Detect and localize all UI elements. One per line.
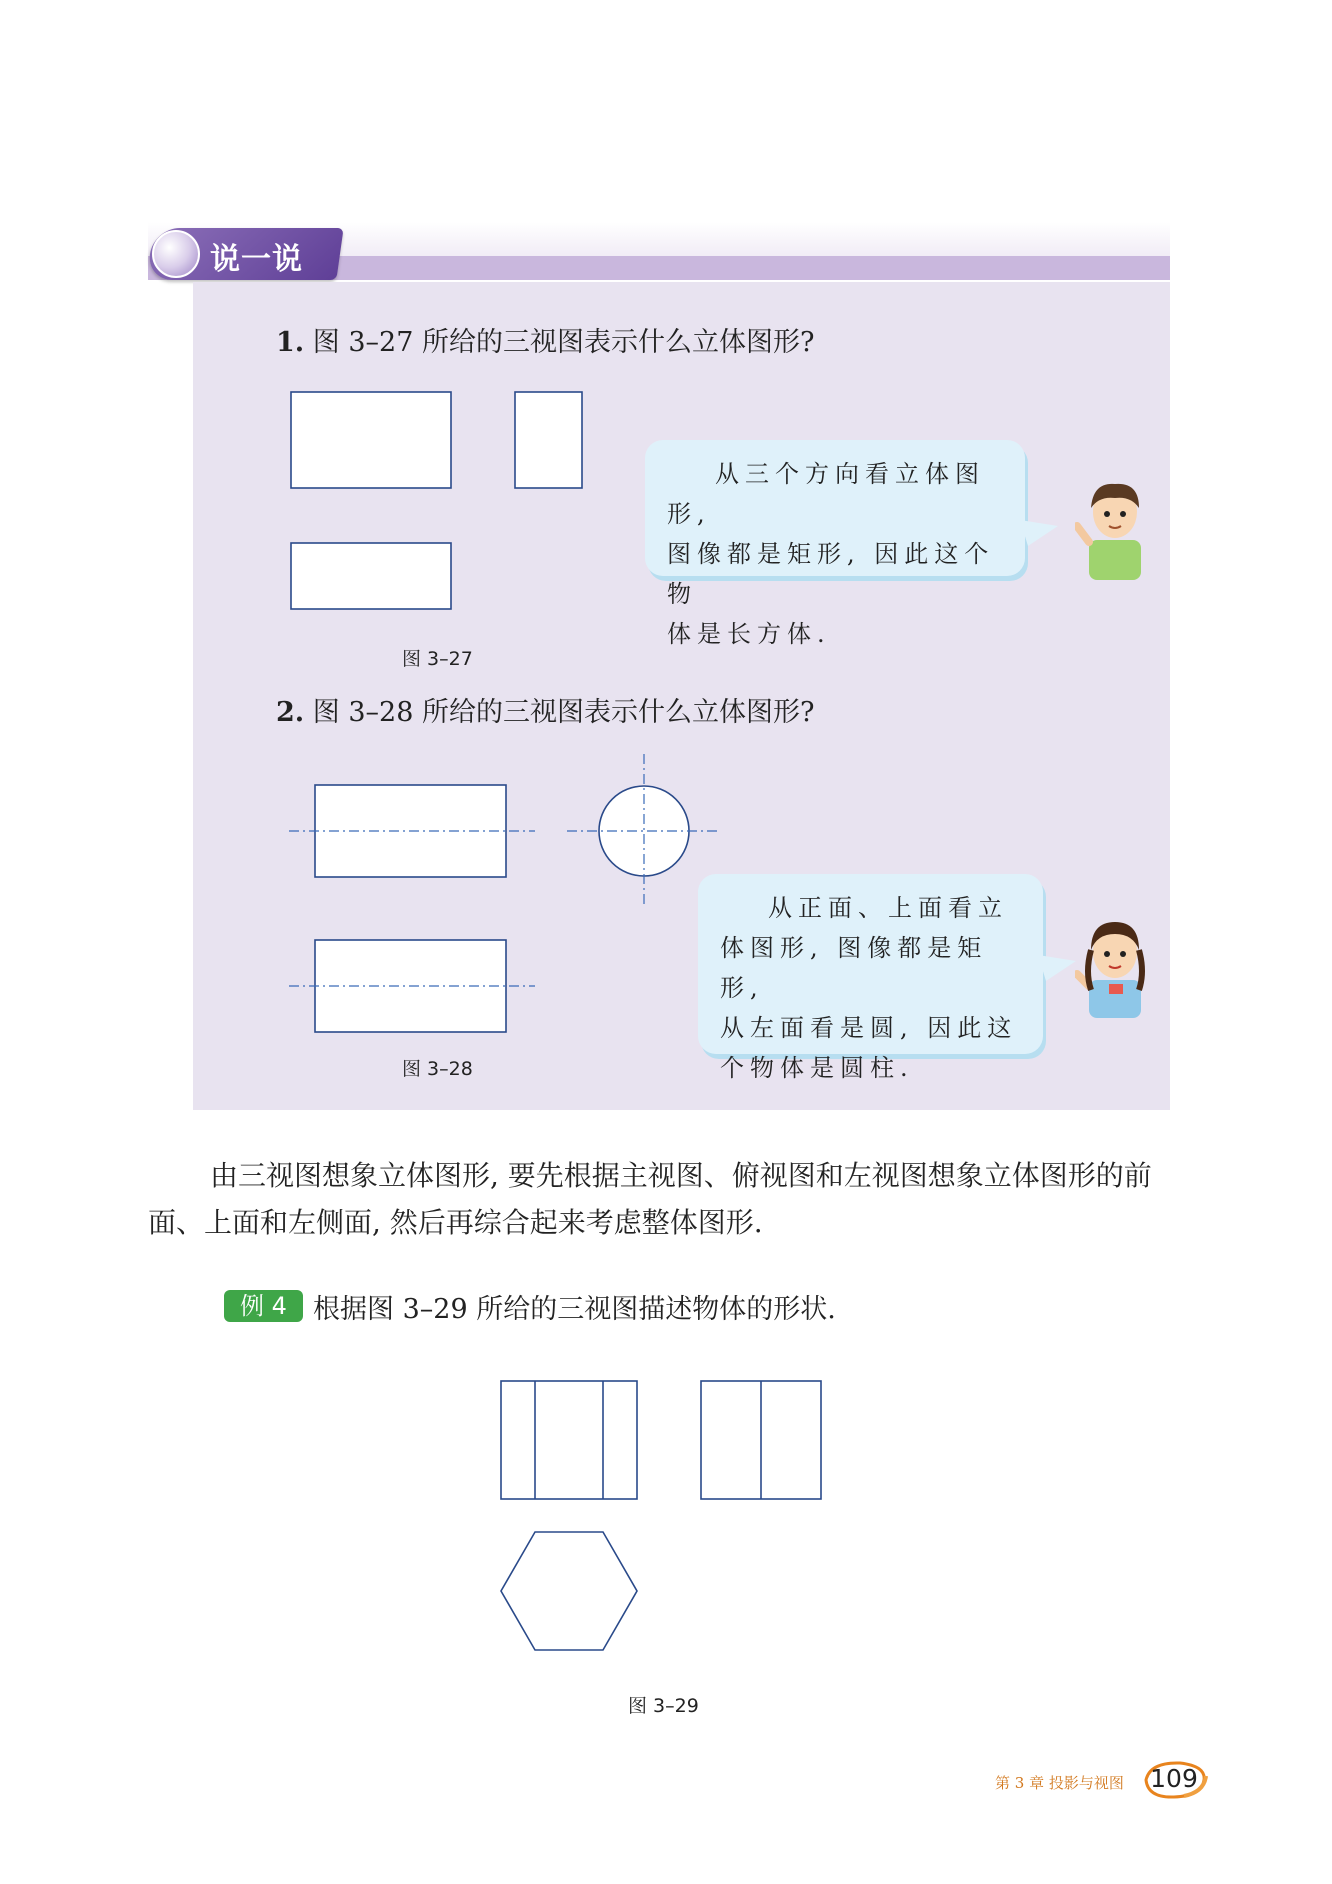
section-badge-label: 说一说 (210, 242, 303, 277)
speech-bubble-boy (645, 440, 1025, 648)
footer-chapter: 第 3 章 投影与视图 (995, 1774, 1124, 1792)
side-view-rect (515, 392, 582, 488)
top-view-hexagon (501, 1532, 637, 1650)
bubble-2-line-1: 从正面、上面看立 (768, 894, 1008, 922)
question-2-text: 图 3–28 所给的三视图表示什么立体图形? (312, 697, 815, 728)
globe-icon (152, 230, 200, 278)
page-number: 109 (1150, 1764, 1198, 1793)
question-2-number: 2. (276, 697, 305, 728)
figure-3-28 (285, 750, 725, 1040)
question-2 (276, 690, 814, 729)
figure-3-29 (495, 1375, 827, 1660)
front-view-rect (501, 1381, 637, 1499)
front-view-rect (291, 392, 451, 488)
figure-3-29-caption: 图 3–29 (628, 1695, 699, 1717)
girl-avatar (1075, 916, 1155, 1020)
bubble-2-line-4: 个物体是圆柱. (720, 1054, 914, 1082)
boy-shirt (1089, 540, 1141, 580)
bubble-2-tail (1038, 955, 1078, 985)
top-view-rect (291, 543, 451, 609)
question-1 (276, 320, 814, 359)
page-number-badge (1140, 1760, 1208, 1800)
bubble-1-line-2: 图像都是矩形, 因此这个物 (667, 540, 995, 608)
example-tag: 例 4 (224, 1290, 303, 1322)
boy-avatar (1075, 478, 1155, 582)
section-header-talk (148, 222, 1170, 282)
bubble-2-line-3: 从左面看是圆, 因此这 (720, 1014, 1018, 1042)
bubble-1-tail (1020, 520, 1060, 550)
question-1-number: 1. (276, 327, 305, 358)
girl-book (1109, 984, 1123, 994)
figure-3-27 (280, 380, 600, 620)
figure-3-27-caption: 图 3–27 (402, 648, 473, 670)
bubble-1-line-3: 体是长方体. (667, 620, 831, 648)
figure-3-28-caption: 图 3–28 (402, 1058, 473, 1080)
question-1-text: 图 3–27 所给的三视图表示什么立体图形? (312, 327, 815, 358)
example-text: 根据图 3–29 所给的三视图描述物体的形状. (313, 1294, 836, 1325)
bubble-2-line-2: 体图形, 图像都是矩形, (720, 934, 988, 1002)
bubble-1-line-1: 从三个方向看立体图形, (667, 460, 985, 528)
speech-bubble-girl (698, 874, 1043, 1082)
body-paragraph: 由三视图想象立体图形, 要先根据主视图、俯视图和左视图想象立体图形的前面、上面和左侧面, 然后再综合起来考虑整体图形. (148, 1159, 1152, 1239)
